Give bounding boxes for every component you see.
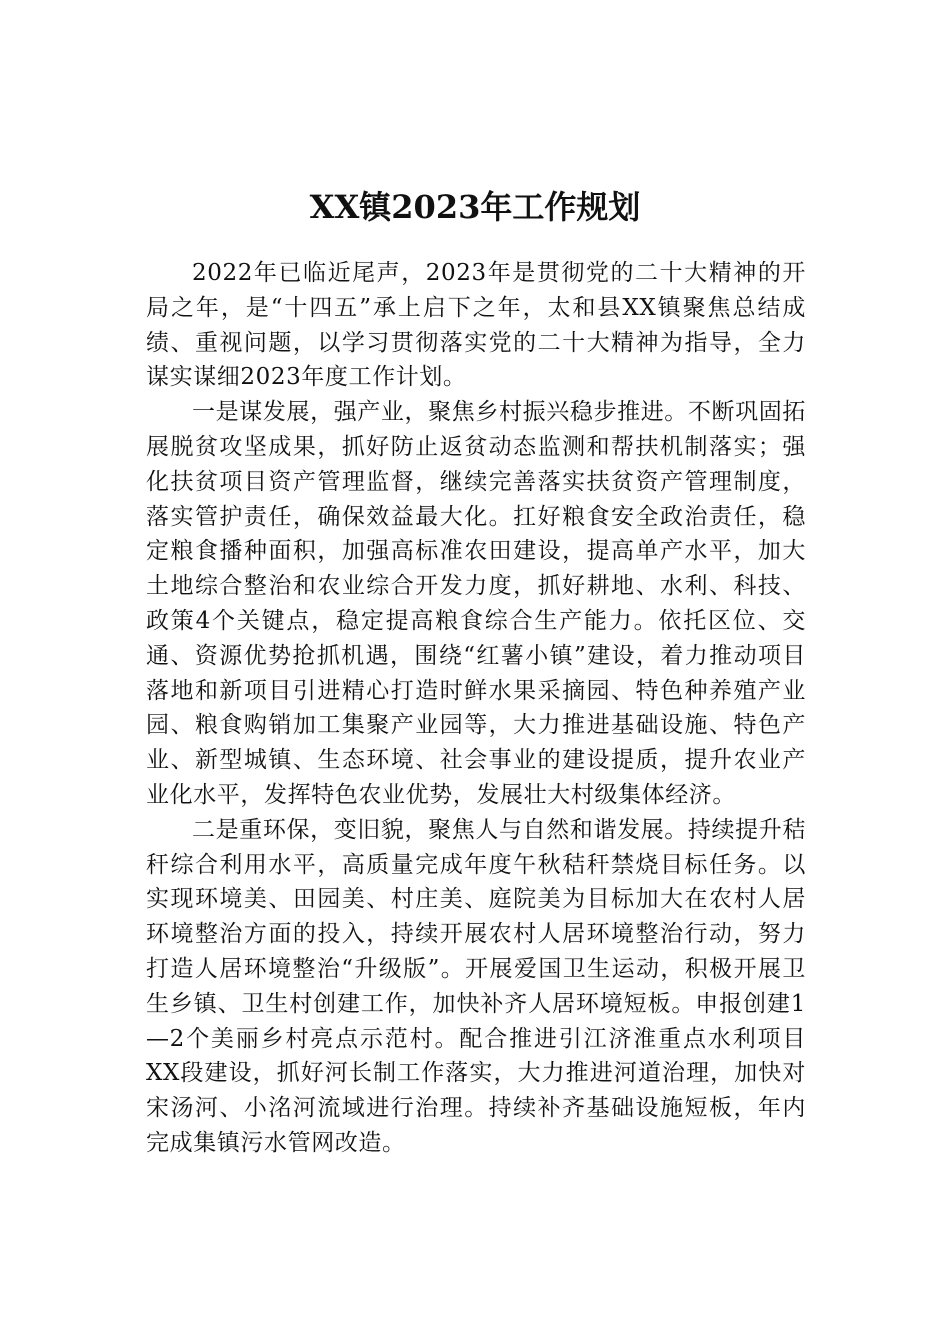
paragraph-intro: 2022年已临近尾声，2023年是贯彻党的二十大精神的开局之年，是“十四五”承上启下之年，太和县XX镇聚焦总结成绩、重视问题，以学习贯彻落实党的二十大精神为指导，全力谋实谋细2023年度工作计划。: [146, 260, 806, 391]
paragraph-environment: 二是重环保，变旧貌，聚焦人与自然和谐发展。持续提升秸秆综合利用水平，高质量完成年度午秋秸秆禁烧目标任务。以实现环境美、田园美、村庄美、庭院美为目标加大在农村人居环境整治方面的投入，持续开展农村人居环境整治行动，努力打造人居环境整治“升级版”。开展爱国卫生运动，积极开展卫生乡镇、卫生村创建工作，加快补齐人居环境短板。申报创建1—2个美丽乡村亮点示范村。配合推进引江济淮重点水利项目XX段建设，抓好河长制工作落实，大力推进河道治理，加快对宋汤河、小洺河流域进行治理。持续补齐基础设施短板，年内完成集镇污水管网改造。: [146, 816, 806, 1156]
document-body: [146, 256, 806, 1161]
paragraph-development: 一是谋发展，强产业，聚焦乡村振兴稳步推进。不断巩固拓展脱贫攻坚成果，抓好防止返贫动态监测和帮扶机制落实；强化扶贫项目资产管理监督，继续完善落实扶贫资产管理制度，落实管护责任，确保效益最大化。扛好粮食安全政治责任，稳定粮食播种面积，加强高标准农田建设，提高单产水平，加大土地综合整治和农业综合开发力度，抓好耕地、水利、科技、政策4个关键点，稳定提高粮食综合生产能力。依托区位、交通、资源优势抢抓机遇，围绕“红薯小镇”建设，着力推动项目落地和新项目引进精心打造时鲜水果采摘园、特色种养殖产业园、粮食购销加工集聚产业园等，大力推进基础设施、特色产业、新型城镇、生态环境、社会事业的建设提质，提升农业产业化水平，发挥特色农业优势，发展壮大村级集体经济。: [146, 399, 806, 808]
document-title: XX镇2023年工作规划: [309, 188, 641, 227]
